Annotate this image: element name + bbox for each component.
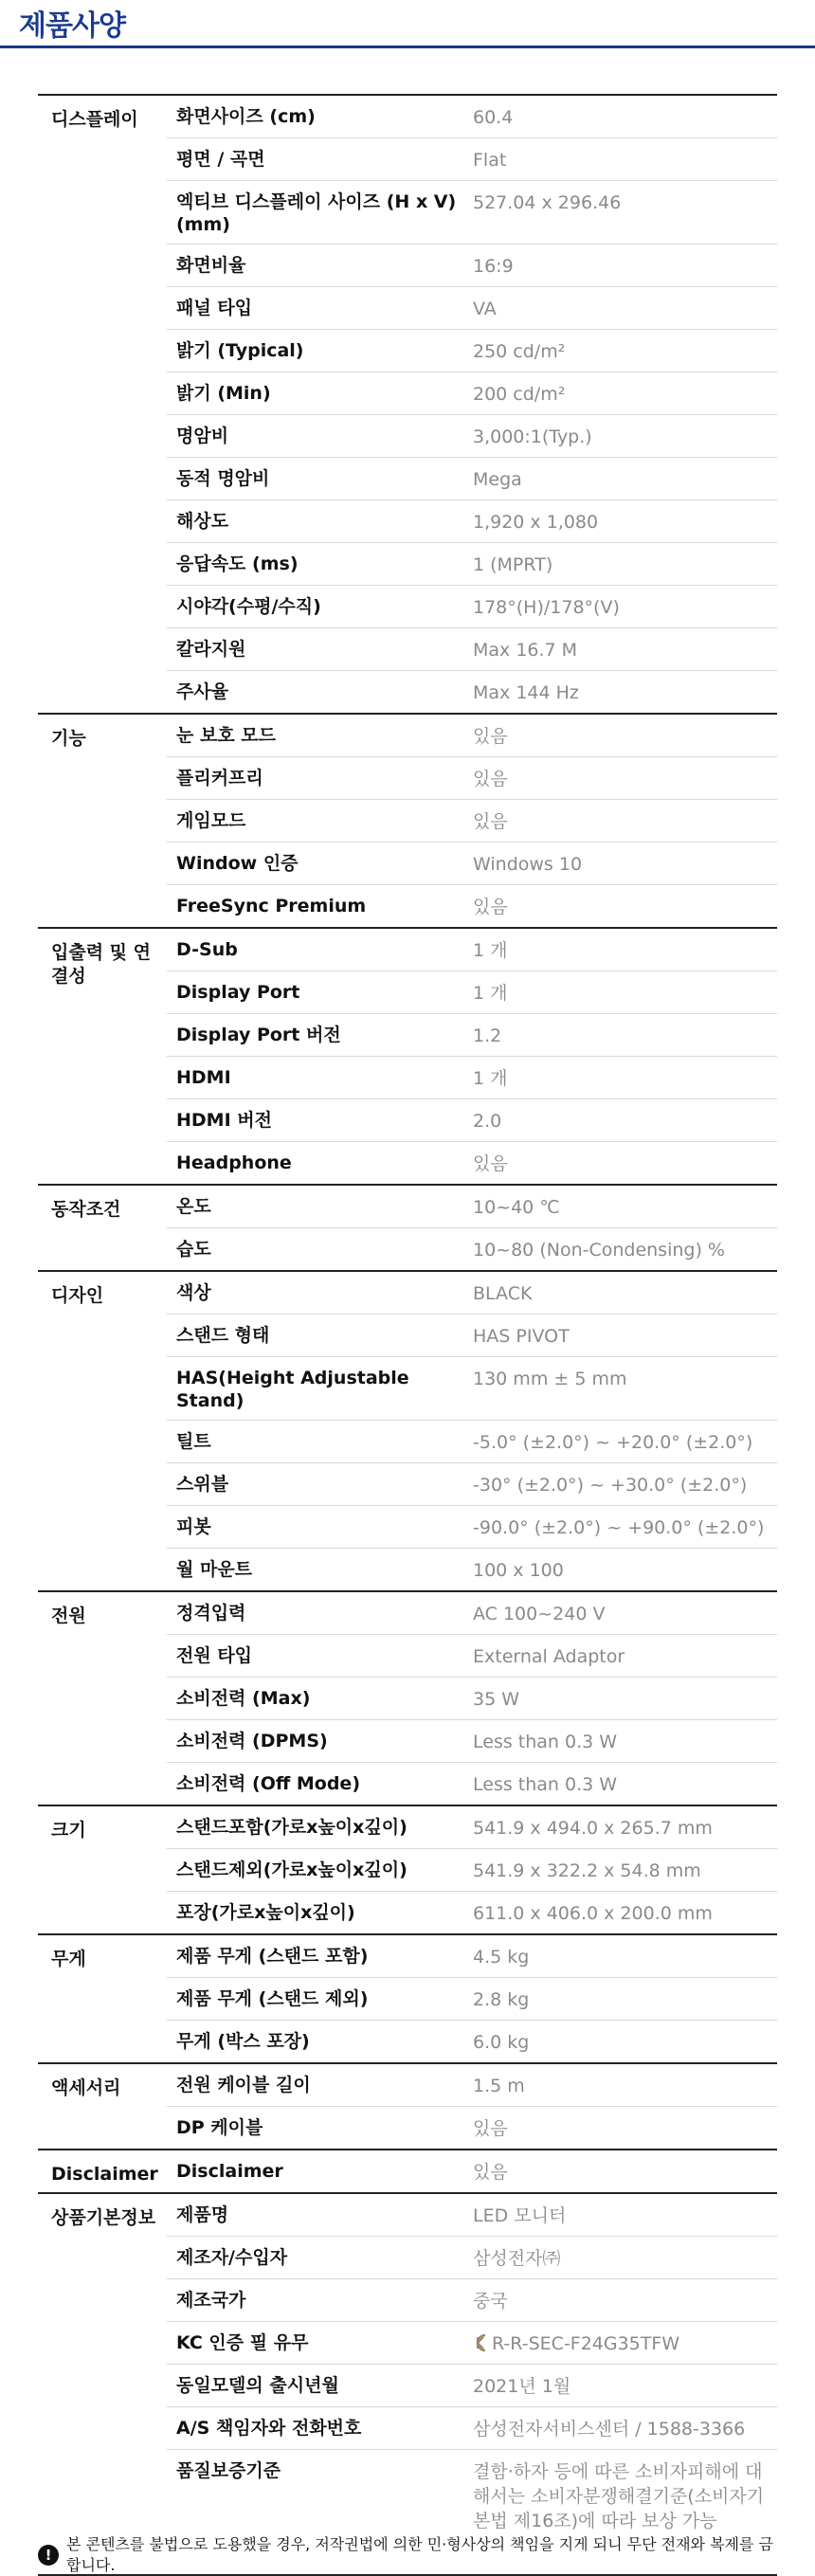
spec-label: 제조국가 xyxy=(176,2290,246,2311)
spec-label: Display Port xyxy=(176,982,300,1003)
spec-row xyxy=(167,181,777,245)
spec-group-rows xyxy=(167,1272,777,1590)
spec-value: 611.0 x 406.0 x 200.0 mm xyxy=(473,1903,713,1924)
spec-label: A/S 책임자와 전화번호 xyxy=(176,2418,362,2439)
spec-value: 527.04 x 296.46 xyxy=(473,192,622,213)
spec-value: 있음 xyxy=(473,897,508,917)
spec-row xyxy=(167,1806,777,1849)
spec-row xyxy=(167,586,777,628)
spec-row xyxy=(167,2064,777,2107)
spec-label: HDMI 버전 xyxy=(176,1110,272,1131)
spec-label: 소비전력 (Off Mode) xyxy=(176,1773,361,1794)
spec-value: 1.5 m xyxy=(473,2076,525,2096)
spec-row xyxy=(167,1357,777,1421)
spec-value: Max 144 Hz xyxy=(473,682,579,703)
spec-row xyxy=(167,1421,777,1463)
spec-group xyxy=(38,1592,777,1806)
spec-label: 포장(가로x높이x깊이) xyxy=(176,1902,355,1923)
spec-label: 제품 무게 (스탠드 제외) xyxy=(176,1988,369,2009)
spec-group xyxy=(38,2194,777,2576)
spec-row xyxy=(167,671,777,713)
spec-value: 130 mm ± 5 mm xyxy=(473,1369,627,1389)
spec-row xyxy=(167,1978,777,2021)
spec-value: 있음 xyxy=(473,769,508,789)
spec-value: 삼성전자㈜ xyxy=(473,2248,561,2269)
spec-value: 541.9 x 494.0 x 265.7 mm xyxy=(473,1818,713,1839)
spec-row xyxy=(167,1849,777,1892)
spec-value: -5.0° (±2.0°) ~ +20.0° (±2.0°) xyxy=(473,1432,753,1453)
spec-label: 피봇 xyxy=(176,1516,211,1537)
exclamation-icon: ! xyxy=(38,2545,59,2566)
spec-label: Display Port 버전 xyxy=(176,1025,341,1045)
spec-row xyxy=(167,628,777,671)
spec-value: 1 개 xyxy=(473,940,508,961)
spec-group-name: 디스플레이 xyxy=(51,109,138,130)
spec-row xyxy=(167,800,777,843)
spec-label: 습도 xyxy=(176,1239,211,1260)
spec-row xyxy=(167,1142,777,1184)
spec-row xyxy=(167,2322,777,2365)
spec-value: Windows 10 xyxy=(473,854,583,875)
spec-group-name: 입출력 및 연결성 xyxy=(51,942,151,987)
spec-value: Less than 0.3 W xyxy=(473,1774,618,1795)
spec-value: 3,000:1(Typ.) xyxy=(473,426,592,447)
spec-label: 패널 타입 xyxy=(176,298,253,318)
spec-row xyxy=(167,1592,777,1635)
spec-value: 결함·하자 등에 따른 소비자피해에 대해서는 소비자분쟁해결기준(소비자기본법 제16조)에 따라 보상 가능 xyxy=(473,2461,765,2531)
spec-value: 250 cd/m² xyxy=(473,341,566,362)
spec-value: 100 x 100 xyxy=(473,1560,564,1581)
spec-group-rows xyxy=(167,1806,777,1933)
spec-label: 평면 / 곡면 xyxy=(176,149,265,170)
spec-group xyxy=(38,1806,777,1935)
spec-row xyxy=(167,543,777,586)
spec-label: 칼라지원 xyxy=(176,639,246,660)
spec-value: 있음 xyxy=(473,2118,508,2139)
spec-row xyxy=(167,1463,777,1506)
spec-value: 1,920 x 1,080 xyxy=(473,512,599,533)
spec-label: Headphone xyxy=(176,1152,292,1173)
spec-group xyxy=(38,96,777,715)
spec-value: 있음 xyxy=(473,1153,508,1174)
spec-label: 틸트 xyxy=(176,1431,211,1452)
spec-value: -30° (±2.0°) ~ +30.0° (±2.0°) xyxy=(473,1475,748,1496)
spec-row xyxy=(167,929,777,971)
spec-label: 플리커프리 xyxy=(176,768,263,789)
spec-label: 스탠드포함(가로x높이x깊이) xyxy=(176,1817,408,1838)
spec-row xyxy=(167,1186,777,1228)
spec-group-name: 디자인 xyxy=(51,1285,104,1306)
spec-value: 178°(H)/178°(V) xyxy=(473,597,620,618)
spec-value: AC 100~240 V xyxy=(473,1604,606,1624)
spec-value: 1 개 xyxy=(473,983,508,1004)
spec-label: FreeSync Premium xyxy=(176,896,367,916)
spec-value: 1.2 xyxy=(473,1025,502,1046)
spec-group-rows xyxy=(167,715,777,927)
spec-value: 6.0 kg xyxy=(473,2032,530,2053)
spec-row xyxy=(167,245,777,287)
spec-value: Max 16.7 M xyxy=(473,640,578,661)
spec-group-name: 액세서리 xyxy=(51,2077,121,2098)
spec-row xyxy=(167,2365,777,2407)
spec-label: Window 인증 xyxy=(176,853,299,874)
spec-row xyxy=(167,1635,777,1678)
spec-row xyxy=(167,971,777,1014)
page-header xyxy=(0,0,815,49)
spec-label: 제품명 xyxy=(176,2204,229,2225)
spec-group-name: 무게 xyxy=(51,1949,86,1969)
spec-label: Disclaimer xyxy=(176,2161,283,2182)
spec-label: 온도 xyxy=(176,1196,211,1217)
spec-label: 엑티브 디스플레이 사이즈 (H x V) (mm) xyxy=(176,191,457,235)
header-divider xyxy=(0,45,815,48)
spec-value: 10~80 (Non-Condensing) % xyxy=(473,1240,725,1261)
spec-value: 삼성전자서비스센터 / 1588-3366 xyxy=(473,2419,746,2440)
spec-value: 2.0 xyxy=(473,1111,502,1132)
spec-group-rows xyxy=(167,2064,777,2149)
spec-value: 200 cd/m² xyxy=(473,384,566,405)
spec-label: 스위블 xyxy=(176,1474,229,1495)
spec-label: 스탠드 형태 xyxy=(176,1325,270,1346)
spec-row xyxy=(167,2279,777,2322)
spec-label: 동적 명암비 xyxy=(176,468,270,489)
spec-label: 소비전력 (Max) xyxy=(176,1688,311,1709)
spec-row xyxy=(167,1763,777,1805)
spec-row xyxy=(167,885,777,927)
spec-label: 동일모델의 출시년월 xyxy=(176,2375,339,2396)
spec-value: 1 개 xyxy=(473,1068,508,1089)
spec-value: 10~40 ℃ xyxy=(473,1197,560,1218)
spec-row xyxy=(167,843,777,885)
spec-label: 눈 보호 모드 xyxy=(176,725,276,746)
spec-group-rows xyxy=(167,1186,777,1270)
spec-label: 시야각(수평/수직) xyxy=(176,596,321,617)
spec-value: 16:9 xyxy=(473,256,514,277)
spec-group xyxy=(38,2064,777,2150)
spec-row xyxy=(167,458,777,500)
spec-group-rows xyxy=(167,1592,777,1805)
spec-label: 정격입력 xyxy=(176,1603,246,1624)
spec-row xyxy=(167,1099,777,1142)
spec-value: HAS PIVOT xyxy=(473,1326,570,1347)
spec-row xyxy=(167,1272,777,1315)
spec-group xyxy=(38,1935,777,2064)
spec-label: DP 케이블 xyxy=(176,2117,263,2138)
spec-row xyxy=(167,1506,777,1549)
spec-label: 주사율 xyxy=(176,681,229,702)
spec-value: VA xyxy=(473,299,497,319)
spec-value: LED 모니터 xyxy=(473,2205,567,2226)
spec-row xyxy=(167,2021,777,2062)
spec-label: 밝기 (Typical) xyxy=(176,340,304,361)
spec-row xyxy=(167,500,777,543)
kc-cert-number: R-R-SEC-F24G35TFW xyxy=(492,2333,680,2354)
spec-row xyxy=(167,2194,777,2237)
spec-label: 밝기 (Min) xyxy=(176,383,271,404)
spec-row xyxy=(167,1057,777,1099)
spec-value xyxy=(467,2322,777,2364)
spec-row xyxy=(167,330,777,372)
spec-group-name: 동작조건 xyxy=(51,1199,121,1220)
spec-row xyxy=(167,1935,777,1978)
spec-group-name: 기능 xyxy=(51,728,86,749)
page-title: 제품사양 xyxy=(19,9,125,43)
spec-table xyxy=(38,94,777,2576)
spec-row xyxy=(167,1014,777,1057)
spec-group xyxy=(38,1272,777,1592)
spec-label: 스탠드제외(가로x높이x깊이) xyxy=(176,1859,408,1880)
spec-row xyxy=(167,2150,777,2192)
spec-value: 35 W xyxy=(473,1689,520,1710)
spec-value: 2.8 kg xyxy=(473,1989,530,2010)
spec-value: Flat xyxy=(473,150,507,171)
spec-row xyxy=(167,1678,777,1720)
spec-label: 소비전력 (DPMS) xyxy=(176,1731,328,1751)
spec-label: 품질보증기준 xyxy=(176,2460,281,2481)
spec-row xyxy=(167,372,777,415)
spec-label: 화면사이즈 (cm) xyxy=(176,106,316,127)
spec-value: 1 (MPRT) xyxy=(473,554,553,575)
copyright-notice xyxy=(38,2534,777,2576)
spec-label: 해상도 xyxy=(176,511,229,532)
copyright-text: 본 콘텐츠를 불법으로 도용했을 경우, 저작권법에 의한 민·형사상의 책임을 지게 되니 무단 전재와 복제를 금합니다. xyxy=(66,2535,773,2574)
spec-group-rows xyxy=(167,929,777,1184)
spec-group-name: 전원 xyxy=(51,1605,86,1626)
spec-row xyxy=(167,96,777,138)
spec-value: External Adaptor xyxy=(473,1646,625,1667)
spec-label: 제조자/수입자 xyxy=(176,2247,288,2268)
spec-label: D-Sub xyxy=(176,939,238,960)
kc-mark-icon xyxy=(473,2333,488,2352)
spec-row xyxy=(167,2107,777,2149)
spec-value: 있음 xyxy=(473,811,508,832)
spec-label: 제품 무게 (스탠드 포함) xyxy=(176,1946,369,1967)
spec-value: Mega xyxy=(473,469,522,490)
spec-label: HAS(Height Adjustable Stand) xyxy=(176,1368,409,1411)
spec-label: 전원 케이블 길이 xyxy=(176,2075,311,2095)
spec-label: 월 마운트 xyxy=(176,1559,253,1580)
spec-label: HDMI xyxy=(176,1067,231,1088)
spec-group-name: 크기 xyxy=(51,1820,86,1841)
spec-row xyxy=(167,715,777,757)
spec-group xyxy=(38,1186,777,1272)
spec-group xyxy=(38,929,777,1186)
spec-value: 541.9 x 322.2 x 54.8 mm xyxy=(473,1860,701,1881)
spec-row xyxy=(167,287,777,330)
spec-row xyxy=(167,1549,777,1590)
spec-row xyxy=(167,1228,777,1270)
spec-row xyxy=(167,2237,777,2279)
spec-group-name: Disclaimer xyxy=(51,2164,158,2185)
spec-row xyxy=(167,1720,777,1763)
spec-value: 4.5 kg xyxy=(473,1947,530,1968)
spec-value: -90.0° (±2.0°) ~ +90.0° (±2.0°) xyxy=(473,1517,765,1538)
spec-row xyxy=(167,415,777,458)
spec-row xyxy=(167,2407,777,2450)
spec-label: 전원 타입 xyxy=(176,1645,253,1666)
spec-label: 화면비율 xyxy=(176,255,246,276)
spec-value: 있음 xyxy=(473,726,508,747)
spec-group-rows xyxy=(167,2150,777,2192)
spec-row xyxy=(167,138,777,181)
spec-value: 중국 xyxy=(473,2291,508,2312)
spec-group-rows xyxy=(167,2194,777,2574)
spec-value: 2021년 1월 xyxy=(473,2376,571,2397)
spec-row xyxy=(167,757,777,800)
spec-group xyxy=(38,2150,777,2194)
spec-label: 명암비 xyxy=(176,426,229,446)
spec-group-name: 상품기본정보 xyxy=(51,2207,156,2228)
spec-label: 색상 xyxy=(176,1282,211,1303)
spec-row xyxy=(167,1315,777,1357)
spec-group-rows xyxy=(167,1935,777,2062)
spec-row xyxy=(167,1892,777,1933)
spec-label: 게임모드 xyxy=(176,810,246,831)
spec-value: 60.4 xyxy=(473,107,514,128)
spec-label: 응답속도 (ms) xyxy=(176,553,299,574)
spec-value: Less than 0.3 W xyxy=(473,1732,618,1752)
spec-group-rows xyxy=(167,96,777,713)
spec-label: 무게 (박스 포장) xyxy=(176,2031,310,2052)
spec-value: 있음 xyxy=(473,2162,508,2183)
spec-value: BLACK xyxy=(473,1283,533,1304)
spec-label: KC 인증 필 유무 xyxy=(176,2332,309,2353)
spec-group xyxy=(38,715,777,929)
